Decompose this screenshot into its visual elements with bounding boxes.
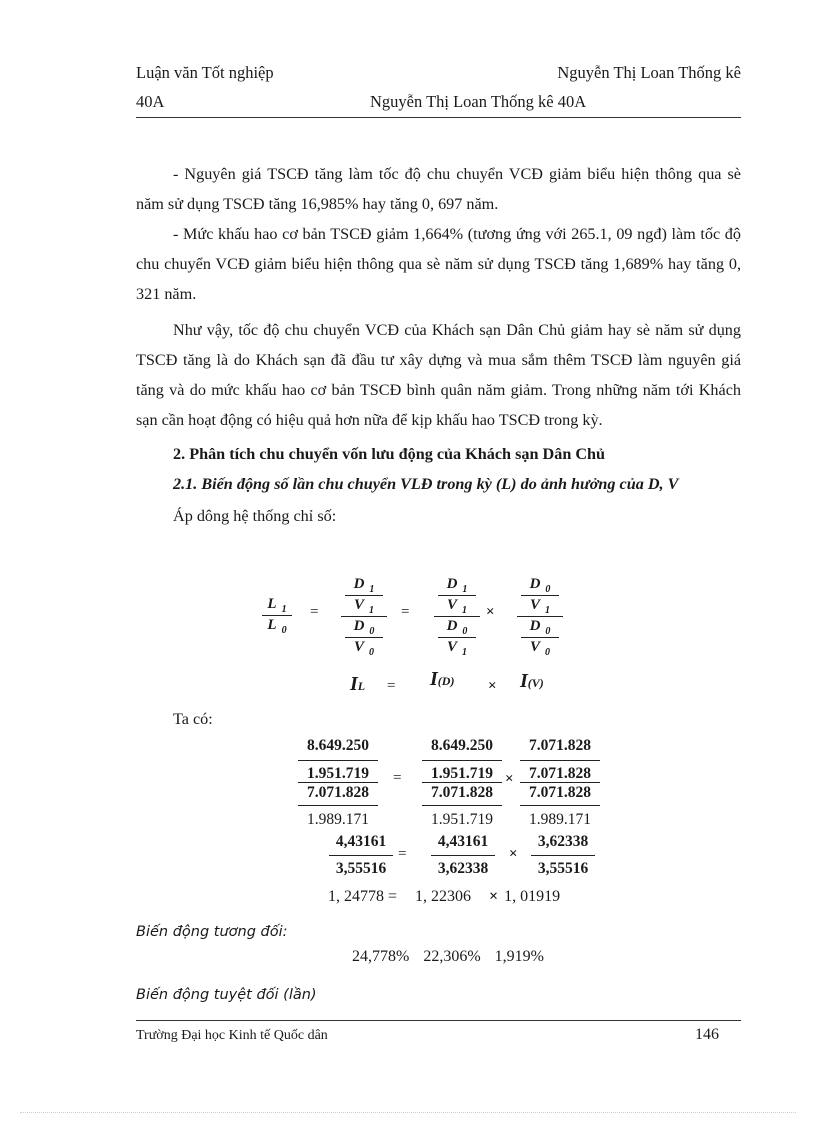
- result-line: 1, 24778 = 1, 22306 × 1, 01919: [328, 888, 561, 905]
- times-sign-4: ×: [509, 846, 518, 862]
- footer-left: Trường Đại học Kinh tế Quốc dân: [136, 1028, 328, 1043]
- absolute-change-label: Biến động tuyệt đối (lần): [136, 987, 317, 1003]
- header-left-line2: 40A: [136, 92, 165, 111]
- equals-sign-4: =: [393, 770, 402, 786]
- times-sign-3: ×: [505, 771, 514, 787]
- relative-value-d: 22,306%: [423, 948, 481, 965]
- relative-value-total: 24,778%: [352, 948, 410, 965]
- fraction-d0v1-over-d0v0: D $_0$ V $_1$ D $_0$ V $_0$: [517, 576, 563, 657]
- header-center-line2: Nguyễn Thị Loan Thống kê 40A: [370, 92, 587, 111]
- numeric-fraction-2: 8.649.250 1.951.719 7.071.828 1.951.719: [422, 737, 502, 828]
- relative-change-label: Biến động tương đối:: [136, 924, 288, 940]
- paragraph-1: - Nguyên giá TSCĐ tăng làm tốc độ chu chuyển VCĐ giảm biểu hiện thông qua sè năm sử dụng TSCĐ tăng 16,985% hay tăng 0, 697 năm.: [136, 165, 741, 213]
- relative-value-v: 1,919%: [494, 948, 544, 965]
- relative-change-values: [352, 948, 544, 966]
- page-number: 146: [695, 1026, 719, 1043]
- header-rule: [136, 117, 741, 118]
- equals-sign-5: =: [398, 846, 407, 862]
- header-right-line1: Nguyễn Thị Loan Thống kê: [557, 63, 741, 82]
- numeric-fraction-3: 7.071.828 7.071.828 7.071.828 1.989.171: [520, 737, 600, 828]
- fraction-l1-l0: L $_1$ L $_0$: [262, 596, 292, 635]
- paragraph-2: - Mức khấu hao cơ bản TSCĐ giảm 1,664% (tương ứng với 265.1, 09 ngđ) làm tốc độ chu chuyển VCĐ giảm biểu hiện thông qua sè năm sử dụng TSCĐ tăng 1,689% hay tăng 0, 321 năm.: [136, 225, 741, 303]
- subsection-title: 2.1. Biến động số lần chu chuyển VLĐ trong kỳ (L) do ảnh hưởng của D, V: [173, 475, 679, 493]
- times-sign-1: ×: [486, 604, 495, 620]
- numeric-fraction-1: 8.649.250 1.951.719 7.071.828 1.989.171: [298, 737, 378, 828]
- footer-rule: [136, 1020, 741, 1021]
- fraction-d1v1-over-d0v1: D $_1$ V $_1$ D $_0$ V $_1$: [434, 576, 480, 657]
- page-bottom-dotted-line: [20, 1112, 796, 1113]
- ratio-fraction-2: 4,43161 3,62338: [431, 833, 495, 877]
- body-paragraphs: [136, 159, 741, 531]
- paragraph-3: Như vậy, tốc độ chu chuyển VCĐ của Khách sạn Dân Chủ giảm hay sè năm sử dụng TSCĐ tăng là do Khách sạn đã đầu tư xây dựng và mua sắm thêm TSCĐ làm nguyên giá tăng và do mức khấu hao cơ bản TSCĐ bình quân năm giảm. Trong những năm tới Khách sạn cần hoạt động có hiệu quả hơn nữa để kịp khấu hao TSCĐ trong kỳ.: [136, 321, 741, 429]
- equals-sign-3: =: [387, 678, 396, 694]
- times-sign-2: ×: [488, 678, 497, 694]
- header-left-line1: Luận văn Tốt nghiệp: [136, 63, 274, 82]
- apply-label: Áp dông hệ thống chỉ số:: [173, 507, 337, 525]
- index-iv: I(V): [520, 670, 544, 692]
- ratio-fraction-3: 3,62338 3,55516: [531, 833, 595, 877]
- equals-sign-1: =: [310, 604, 319, 620]
- index-id: I(D): [430, 668, 455, 690]
- section-title: 2. Phân tích chu chuyển vốn lưu động của Khách sạn Dân Chủ: [173, 445, 606, 463]
- ta-co-label: Ta có:: [173, 710, 213, 728]
- fraction-d1v1-over-d0v0: D $_1$ V $_1$ D $_0$ V $_0$: [341, 576, 387, 657]
- ratio-fraction-1: 4,43161 3,55516: [329, 833, 393, 877]
- equals-sign-2: =: [401, 604, 410, 620]
- index-il: IL: [350, 673, 366, 695]
